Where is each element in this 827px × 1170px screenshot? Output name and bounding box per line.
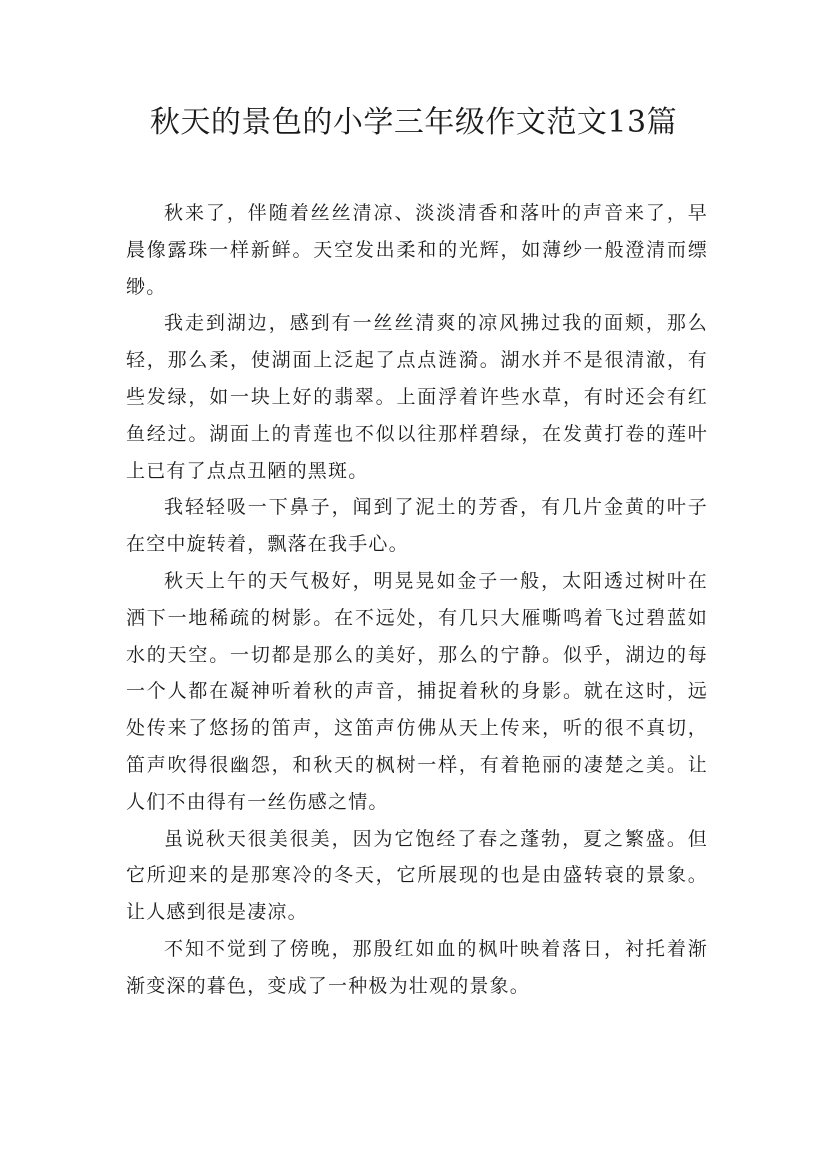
document-body: [126, 195, 708, 1005]
document-title: 秋天的景色的小学三年级作文范文13篇: [149, 105, 678, 140]
paragraph: 秋来了，伴随着丝丝清凉、淡淡清香和落叶的声音来了，早晨像露珠一样新鲜。天空发出柔和的光辉，如薄纱一般澄清而缥缈。: [126, 202, 708, 298]
paragraph: 我轻轻吸一下鼻子，闻到了泥土的芳香，有几片金黄的叶子在空中旋转着，飘落在我手心。: [126, 496, 708, 556]
paragraph: 秋天上午的天气极好，明晃晃如金子一般，太阳透过树叶在洒下一地稀疏的树影。在不远处，有几只大雁嘶鸣着飞过碧蓝如水的天空。一切都是那么的美好，那么的宁静。似乎，湖边的每一个人都在凝神听着秋的声音，捕捉着秋的身影。就在这时，远处传来了悠扬的笛声，这笛声仿佛从天上传来，听的很不真切，笛声吹得很幽怨，和秋天的枫树一样，有着艳丽的凄楚之美。让人们不由得有一丝伤感之情。: [126, 569, 708, 813]
paragraph: 虽说秋天很美很美，因为它饱经了春之蓬勃，夏之繁盛。但它所迎来的是那寒冷的冬天，它所展现的也是由盛转衰的景象。让人感到很是凄凉。: [126, 827, 708, 924]
paragraph: 不知不觉到了傍晚，那殷红如血的枫叶映着落日，衬托着渐渐变深的暮色，变成了一种极为壮观的景象。: [126, 937, 708, 997]
paragraph: 我走到湖边，感到有一丝丝清爽的凉风拂过我的面颊，那么轻，那么柔，使湖面上泛起了点点涟漪。湖水并不是很清澈，有些发绿，如一块上好的翡翠。上面浮着许些水草，有时还会有红鱼经过。湖面上的青莲也不似以往那样碧绿，在发黄打卷的莲叶上已有了点点丑陋的黑斑。: [126, 312, 708, 482]
